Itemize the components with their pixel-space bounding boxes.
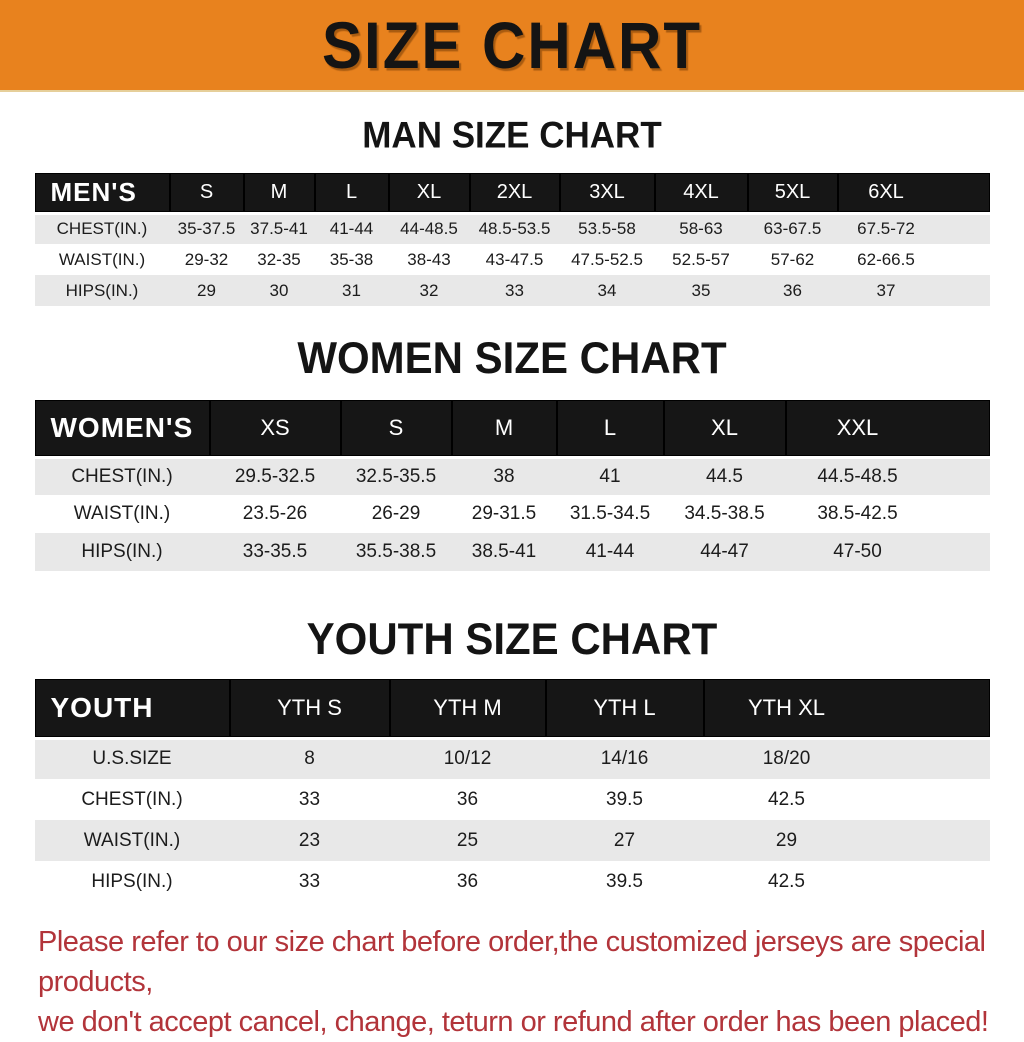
row-label: CHEST(IN.) [35, 213, 170, 244]
size-value-cell: 33 [230, 779, 390, 820]
size-value-cell: 33-35.5 [210, 533, 341, 571]
size-chart-section [0, 116, 1024, 306]
section-title: YOUTH SIZE CHART [306, 613, 718, 664]
table-row [35, 533, 990, 571]
size-column-header: YTH XL [704, 679, 990, 738]
size-value-cell: 62-66.5 [838, 244, 990, 275]
row-label: CHEST(IN.) [35, 457, 210, 495]
row-label: HIPS(IN.) [35, 533, 210, 571]
row-label: WAIST(IN.) [35, 495, 210, 533]
content [0, 116, 1024, 902]
size-value-cell: 33 [230, 861, 390, 902]
footer-line-2: we don't accept cancel, change, teturn or refund after order has been placed! [38, 1006, 989, 1038]
size-value-cell: 32.5-35.5 [341, 457, 452, 495]
size-value-cell: 33 [470, 275, 560, 306]
size-column-header: M [452, 400, 557, 457]
table-corner-label: MEN'S [35, 173, 170, 213]
size-value-cell: 18/20 [704, 738, 990, 779]
size-value-cell: 35 [655, 275, 748, 306]
size-table [35, 400, 990, 571]
footer-note [38, 922, 1024, 1042]
size-value-cell: 41 [557, 457, 664, 495]
size-column-header: 5XL [748, 173, 838, 213]
size-value-cell: 29-31.5 [452, 495, 557, 533]
section-title: WOMEN SIZE CHART [297, 332, 727, 383]
size-value-cell: 31.5-34.5 [557, 495, 664, 533]
size-value-cell: 32-35 [244, 244, 315, 275]
size-column-header: 4XL [655, 173, 748, 213]
size-column-header: YTH L [546, 679, 704, 738]
size-value-cell: 41-44 [557, 533, 664, 571]
size-value-cell: 35-38 [315, 244, 389, 275]
size-value-cell: 27 [546, 820, 704, 861]
size-value-cell: 36 [390, 779, 546, 820]
table-row [35, 820, 990, 861]
size-value-cell: 29 [704, 820, 990, 861]
size-column-header: XL [664, 400, 786, 457]
row-label: U.S.SIZE [35, 738, 230, 779]
size-value-cell: 36 [390, 861, 546, 902]
table-row [35, 244, 990, 275]
size-value-cell: 39.5 [546, 779, 704, 820]
size-column-header: S [341, 400, 452, 457]
size-value-cell: 44.5 [664, 457, 786, 495]
size-value-cell: 52.5-57 [655, 244, 748, 275]
size-column-header: 3XL [560, 173, 655, 213]
size-value-cell: 42.5 [704, 779, 990, 820]
size-value-cell: 36 [748, 275, 838, 306]
table-row [35, 779, 990, 820]
size-value-cell: 44-47 [664, 533, 786, 571]
size-value-cell: 48.5-53.5 [470, 213, 560, 244]
size-value-cell: 34 [560, 275, 655, 306]
table-corner-label: WOMEN'S [35, 400, 210, 457]
table-corner-label: YOUTH [35, 679, 230, 738]
size-value-cell: 58-63 [655, 213, 748, 244]
size-chart-section [0, 615, 1024, 902]
size-value-cell: 47.5-52.5 [560, 244, 655, 275]
row-label: WAIST(IN.) [35, 820, 230, 861]
size-value-cell: 44-48.5 [389, 213, 470, 244]
size-value-cell: 37.5-41 [244, 213, 315, 244]
size-value-cell: 38.5-42.5 [786, 495, 990, 533]
section-title: MAN SIZE CHART [362, 114, 662, 157]
size-value-cell: 29-32 [170, 244, 244, 275]
table-row [35, 275, 990, 306]
row-label: HIPS(IN.) [35, 861, 230, 902]
row-label: CHEST(IN.) [35, 779, 230, 820]
size-value-cell: 26-29 [341, 495, 452, 533]
table-row [35, 457, 990, 495]
banner-title: SIZE CHART [322, 8, 702, 82]
size-value-cell: 34.5-38.5 [664, 495, 786, 533]
row-label: HIPS(IN.) [35, 275, 170, 306]
size-column-header: 2XL [470, 173, 560, 213]
size-value-cell: 67.5-72 [838, 213, 990, 244]
size-chart-section [0, 334, 1024, 571]
size-column-header: M [244, 173, 315, 213]
size-value-cell: 29.5-32.5 [210, 457, 341, 495]
table-row [35, 213, 990, 244]
size-value-cell: 39.5 [546, 861, 704, 902]
size-value-cell: 44.5-48.5 [786, 457, 990, 495]
size-column-header: S [170, 173, 244, 213]
table-row [35, 861, 990, 902]
size-value-cell: 25 [390, 820, 546, 861]
table-header-row [35, 679, 990, 738]
size-value-cell: 63-67.5 [748, 213, 838, 244]
size-value-cell: 23 [230, 820, 390, 861]
size-value-cell: 14/16 [546, 738, 704, 779]
size-value-cell: 8 [230, 738, 390, 779]
size-value-cell: 37 [838, 275, 990, 306]
size-column-header: XXL [786, 400, 990, 457]
size-value-cell: 35-37.5 [170, 213, 244, 244]
row-label: WAIST(IN.) [35, 244, 170, 275]
size-column-header: YTH S [230, 679, 390, 738]
size-value-cell: 53.5-58 [560, 213, 655, 244]
size-value-cell: 43-47.5 [470, 244, 560, 275]
size-column-header: XL [389, 173, 470, 213]
footer-line-1: Please refer to our size chart before order,the customized jerseys are special products, [38, 926, 986, 998]
size-table [35, 173, 990, 306]
size-value-cell: 38-43 [389, 244, 470, 275]
size-value-cell: 42.5 [704, 861, 990, 902]
size-column-header: L [315, 173, 389, 213]
size-column-header: 6XL [838, 173, 990, 213]
size-table [35, 679, 990, 902]
size-value-cell: 41-44 [315, 213, 389, 244]
size-value-cell: 31 [315, 275, 389, 306]
size-value-cell: 10/12 [390, 738, 546, 779]
size-value-cell: 23.5-26 [210, 495, 341, 533]
size-value-cell: 35.5-38.5 [341, 533, 452, 571]
size-column-header: YTH M [390, 679, 546, 738]
banner [0, 0, 1024, 92]
table-header-row [35, 400, 990, 457]
size-value-cell: 32 [389, 275, 470, 306]
size-column-header: L [557, 400, 664, 457]
size-column-header: XS [210, 400, 341, 457]
table-header-row [35, 173, 990, 213]
size-value-cell: 57-62 [748, 244, 838, 275]
size-value-cell: 29 [170, 275, 244, 306]
size-value-cell: 47-50 [786, 533, 990, 571]
table-row [35, 495, 990, 533]
size-value-cell: 38.5-41 [452, 533, 557, 571]
table-row [35, 738, 990, 779]
size-value-cell: 30 [244, 275, 315, 306]
size-value-cell: 38 [452, 457, 557, 495]
